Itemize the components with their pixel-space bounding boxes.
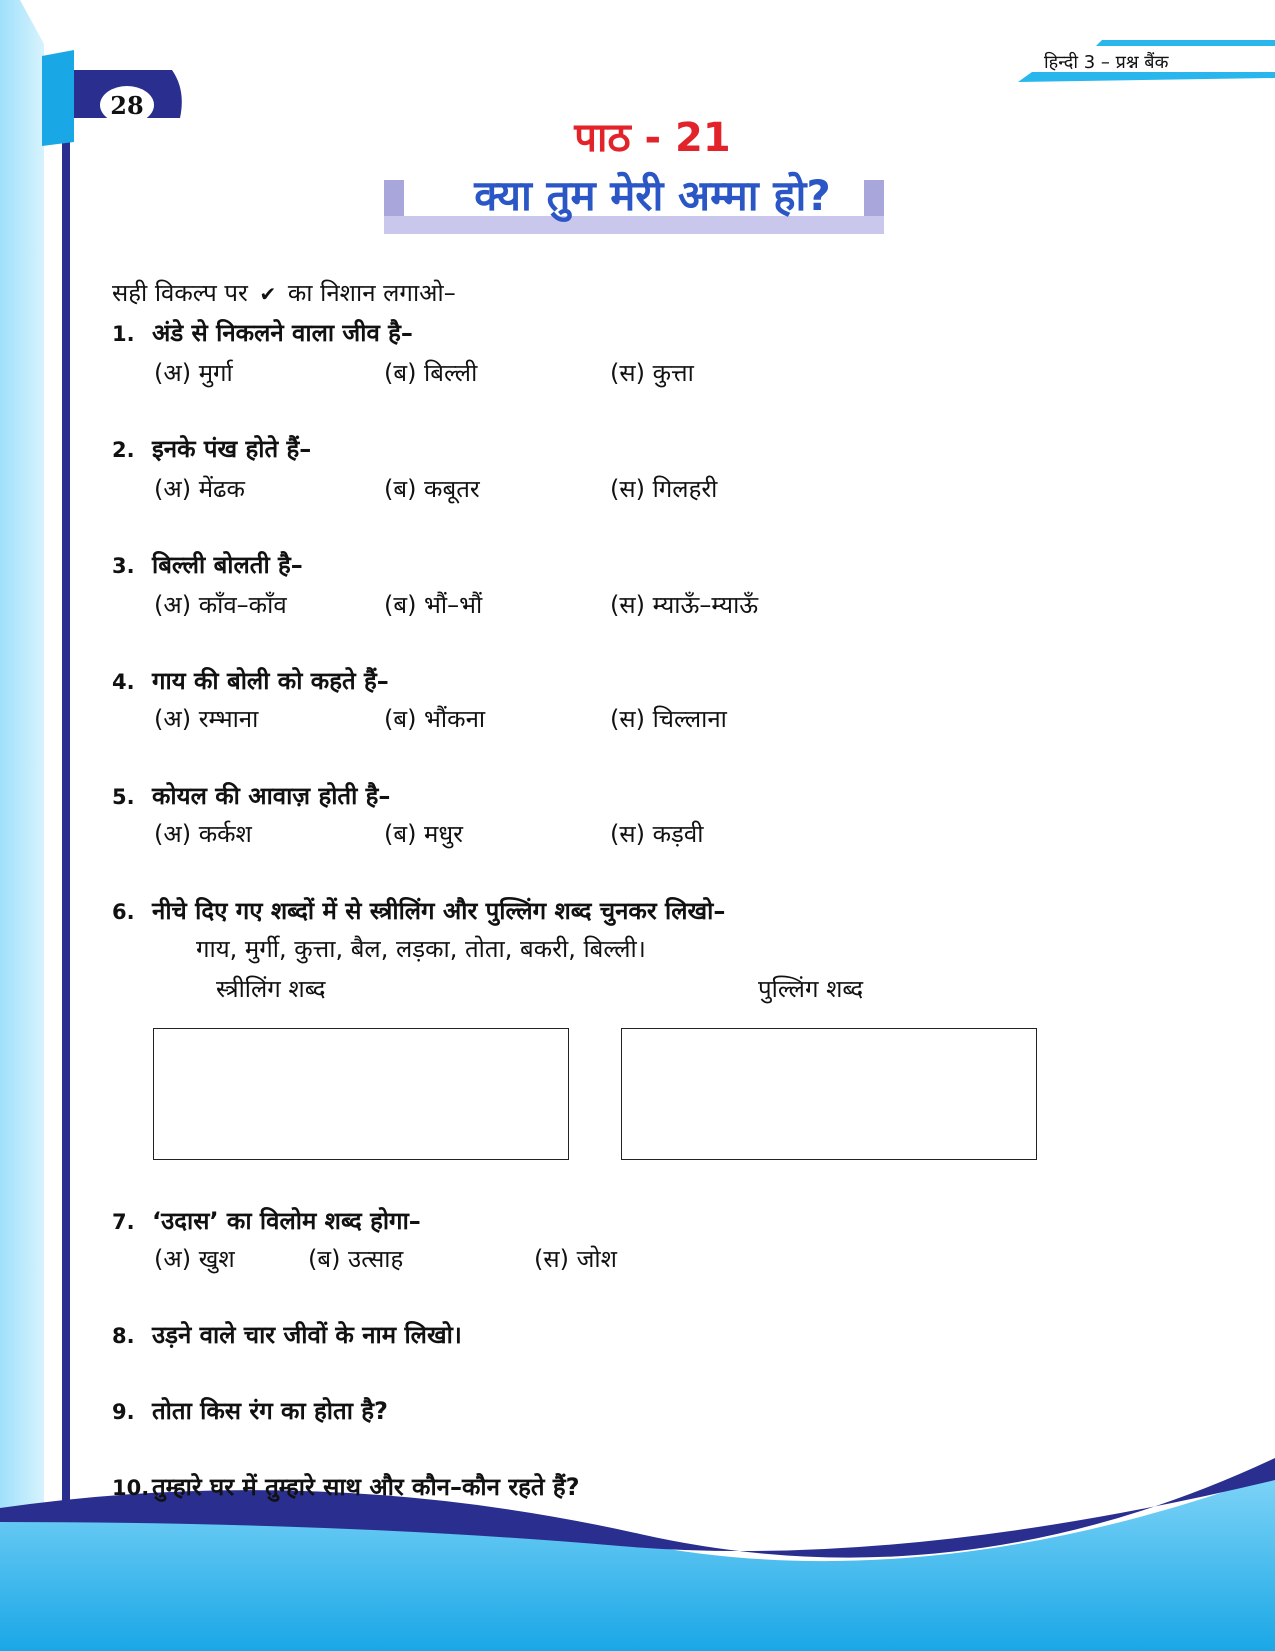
question-text: उड़ने वाले चार जीवों के नाम लिखो।	[152, 1321, 462, 1349]
book-title-header: हिन्दी 3 – प्रश्न बैंक	[1044, 52, 1169, 73]
masculine-answer-box[interactable]	[621, 1028, 1037, 1160]
q4-option-a[interactable]: (अ) रम्भाना	[154, 705, 259, 733]
question-number: 5.	[112, 785, 135, 809]
q3-option-b[interactable]: (ब) भौं–भौं	[384, 591, 483, 619]
page-number: 28	[100, 86, 154, 124]
question-text: बिल्ली बोलती है–	[152, 551, 303, 579]
question-text: तोता किस रंग का होता है?	[152, 1397, 388, 1425]
question-5	[112, 779, 390, 812]
check-mark-icon: ✔	[259, 282, 277, 306]
q3-option-a[interactable]: (अ) काँव–काँव	[154, 591, 287, 619]
instruction	[112, 276, 456, 309]
question-4	[112, 664, 389, 697]
question-2	[112, 432, 311, 465]
question-text: अंडे से निकलने वाला जीव है–	[152, 319, 413, 347]
question-10	[112, 1470, 580, 1503]
instruction-text-before: सही विकल्प पर	[112, 279, 248, 307]
question-text: ‘उदास’ का विलोम शब्द होगा–	[152, 1207, 421, 1235]
question-number: 4.	[112, 670, 135, 694]
lesson-number: पाठ - 21	[574, 115, 731, 161]
word-list: गाय, मुर्गी, कुत्ता, बैल, लड़का, तोता, बकरी, बिल्ली।	[196, 935, 646, 963]
question-number: 7.	[112, 1210, 135, 1234]
q3-option-c[interactable]: (स) म्याऊँ–म्याऊँ	[610, 591, 759, 619]
question-text: गाय की बोली को कहते हैं–	[152, 667, 389, 695]
question-7	[112, 1204, 421, 1237]
masculine-words-label: पुल्लिंग शब्द	[758, 975, 864, 1003]
question-text: तुम्हारे घर में तुम्हारे साथ और कौन–कौन रहते हैं?	[152, 1473, 580, 1501]
q5-option-b[interactable]: (ब) मधुर	[384, 820, 463, 848]
question-number: 9.	[112, 1400, 135, 1424]
question-number: 2.	[112, 438, 135, 462]
q1-option-c[interactable]: (स) कुत्ता	[610, 359, 694, 387]
q1-option-a[interactable]: (अ) मुर्गा	[154, 359, 233, 387]
q5-option-c[interactable]: (स) कड़वी	[610, 820, 704, 848]
q2-option-b[interactable]: (ब) कबूतर	[384, 475, 480, 503]
q4-option-b[interactable]: (ब) भौंकना	[384, 705, 486, 733]
q2-option-c[interactable]: (स) गिलहरी	[610, 475, 718, 503]
q7-option-b[interactable]: (ब) उत्साह	[308, 1245, 404, 1273]
q7-option-c[interactable]: (स) जोश	[534, 1245, 617, 1273]
question-9	[112, 1394, 388, 1427]
feminine-answer-box[interactable]	[153, 1028, 569, 1160]
question-number: 3.	[112, 554, 135, 578]
question-text: कोयल की आवाज़ होती है–	[152, 782, 391, 810]
feminine-words-label: स्त्रीलिंग शब्द	[216, 975, 326, 1003]
q4-option-c[interactable]: (स) चिल्लाना	[610, 705, 727, 733]
q5-option-a[interactable]: (अ) कर्कश	[154, 820, 252, 848]
question-number: 8.	[112, 1324, 135, 1348]
question-number: 1.	[112, 322, 135, 346]
q7-option-a[interactable]: (अ) खुश	[154, 1245, 235, 1273]
question-3	[112, 548, 303, 581]
question-number: 10.	[112, 1476, 150, 1500]
instruction-text-after: का निशान लगाओ–	[287, 279, 456, 307]
q2-option-a[interactable]: (अ) मेंढक	[154, 475, 245, 503]
question-number: 6.	[112, 900, 135, 924]
question-8	[112, 1318, 462, 1351]
question-6	[112, 894, 725, 927]
q1-option-b[interactable]: (ब) बिल्ली	[384, 359, 478, 387]
lesson-title: क्या तुम मेरी अम्मा हो?	[474, 171, 831, 220]
question-text: इनके पंख होते हैं–	[152, 435, 312, 463]
question-text: नीचे दिए गए शब्दों में से स्त्रीलिंग और पुल्लिंग शब्द चुनकर लिखो–	[152, 897, 726, 925]
question-1	[112, 316, 413, 349]
